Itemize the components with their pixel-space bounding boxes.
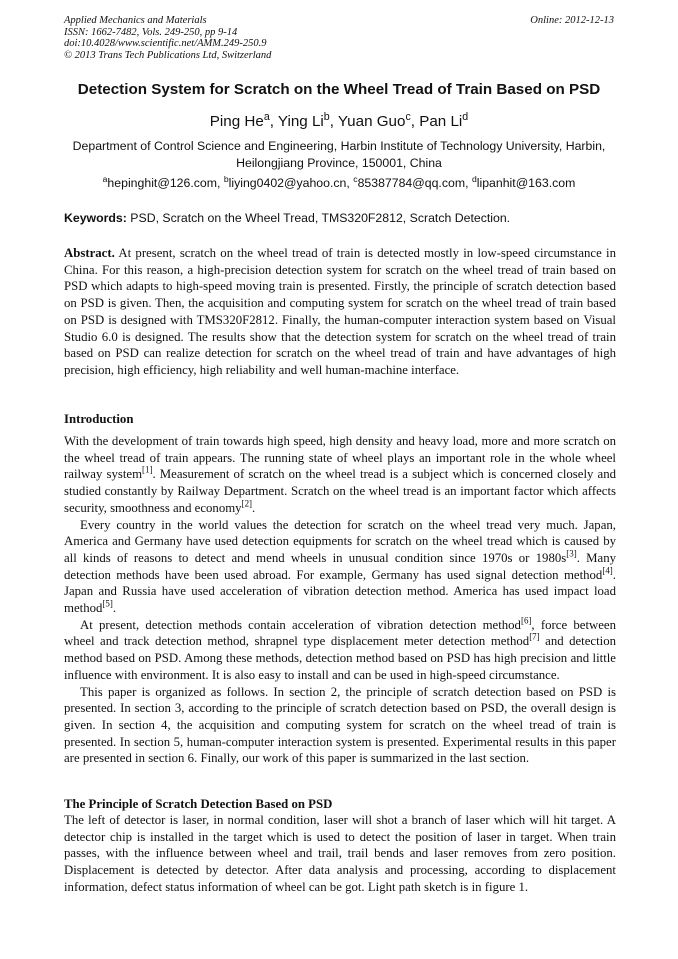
author-name: Ying Li (277, 113, 324, 130)
paragraph-text: Every country in the world values the detection for scratch on the wheel tread very much. Japan, America and Germany have used detection equipments for scratch on the wheel tread which is caused by all kinds of reasons to detect and mend wheels in unusual condition since 1970s or 1980s (64, 517, 616, 565)
citation: [7] (529, 632, 540, 643)
affiliation: Department of Control Science and Engineering, Harbin Institute of Technology University, Harbin, Heilongjiang Province, 150001, China (72, 139, 606, 170)
abstract-label: Abstract. (64, 246, 115, 260)
author-mark: b (323, 110, 330, 123)
email-address: lipanhit@163.com (476, 176, 576, 190)
email-address: liying0402@yahoo.cn (228, 176, 347, 190)
keywords-text: PSD, Scratch on the Wheel Tread, TMS320F2812, Scratch Detection. (130, 211, 511, 225)
paragraph-text: and detection method based on PSD. Among these methods, detection method based on PSD has high precision and little influence with environment. It is also easy to install and can be used in high-speed circumstance. (64, 634, 616, 682)
principle-section (64, 812, 616, 896)
paragraph (64, 517, 616, 617)
paragraph-text: , force between wheel and track detection method, shrapnel type displacement meter detection method (64, 617, 617, 649)
email-address: 85387784@qq.com (357, 176, 466, 190)
citation: [3] (566, 548, 577, 559)
paragraph-text: . Many detection methods have been used abroad. For example, Germany has used signal detection method (64, 550, 616, 582)
email-address: hepinghit@126.com (107, 176, 217, 190)
author-mark: c (405, 110, 411, 123)
author-name: Ping He (209, 113, 264, 130)
journal-name: Applied Mechanics and Materials (64, 15, 207, 26)
paragraph: The left of detector is laser, in normal condition, laser will shot a branch of laser which will hit target. A detector chip is installed in the target which is used to detect the position of laser in target. When train passes, with the influence between wheel and trail, trail bends and laser removes from zero position. Displacement is detected by detector. After data analysis and processing, according to displacement information, defect status information of wheel can be got. Light path sketch is in figure 1. (64, 813, 616, 894)
paragraph-text: With the development of train towards high speed, high density and heavy load, more and more scratch on the wheel tread of train appears. The running state of wheel plays an important role in the whole wheel railway system (64, 434, 616, 482)
principle-heading: The Principle of Scratch Detection Based on PSD (64, 797, 333, 811)
citation: [1] (142, 465, 153, 476)
keywords-label: Keywords: (64, 211, 127, 225)
paragraph (64, 433, 616, 517)
citation: [4] (602, 565, 613, 576)
paragraph-text: . Japan and Russia have used acceleration of vibration detection method. America has used impact load method (64, 567, 616, 616)
author-name: Yuan Guo (337, 113, 406, 130)
paragraph-text: . (112, 601, 117, 616)
online-date: Online: 2012-12-13 (530, 15, 614, 26)
doi-line: doi:10.4028/www.scientific.net/AMM.249-250.9 (64, 38, 267, 50)
issn-line: ISSN: 1662-7482, Vols. 249-250, pp 9-14 (64, 26, 238, 38)
introduction-heading: Introduction (64, 412, 134, 426)
email-mark: c (353, 173, 358, 184)
paragraph-text: . Measurement of scratch on the wheel tread is a subject which is concerned closely and studied constantly by Railway Department. Scratch on the wheel tread is an important factor which affects security, smoothness and economy (64, 467, 616, 515)
keywords (64, 210, 616, 226)
email-list: $^a$hepinghit@126.com, $^b$liying0402@yahoo.cn, $^c$85387784@qq.com, $^d$lipanhit@163.com (102, 173, 576, 190)
journal-header (64, 15, 616, 61)
copyright-line: © 2013 Trans Tech Publications Ltd, Switzerland (64, 49, 272, 61)
email-mark: b (223, 173, 229, 184)
email-mark: d (471, 173, 477, 184)
paper-title: Detection System for Scratch on the Wheel Tread of Train Based on PSD (77, 81, 601, 98)
citation: [5] (102, 598, 113, 609)
paragraph-text: . (252, 500, 256, 515)
abstract (64, 245, 616, 379)
citation: [2] (241, 498, 253, 509)
paragraph-text: At present, detection methods contain acceleration of vibration detection method (80, 617, 521, 632)
paragraph (64, 617, 616, 684)
paragraph: This paper is organized as follows. In section 2, the principle of scratch detection based on PSD is presented. In section 3, according to the principle of scratch detection based on PSD, the overall design is given. In section 4, the acquisition and computing system for scratch on the wheel tread of train is presented. In section 5, human-computer interaction system is presented. Experimental results in this paper are presented in section 6. Finally, our work of this paper is summarized in the last section. (64, 684, 616, 766)
email-mark: a (102, 173, 108, 184)
abstract-text: At present, scratch on the wheel tread of train is detected mostly in low-speed circumstance in China. For this reason, a high-precision detection system for scratch on the wheel tread of train based on PSD which adapts to high-speed moving train is presented. Firstly, the principle of scratch detection based on PSD is given. Then, the acquisition and computing system for scratch on the wheel tread of train based on PSD is designed with TMS320F2812. Finally, the human-computer interaction system based on Visual Studio 6.0 is designed. The results show that the detection system for scratch on the wheel tread of train based on PSD can realize detection for scratch on the wheel tread of train and have advantages of high precision, high efficiency, high reliability and well human-machine interface. (64, 246, 616, 377)
introduction-section (64, 433, 616, 767)
author-mark: a (263, 110, 270, 123)
citation: [6] (520, 615, 532, 626)
author-list: Ping He$^a$, Ying Li$^b$, Yuan Guo$^c$, Pan Li$^d$ (209, 110, 469, 130)
author-mark: d (462, 110, 469, 123)
author-name: Pan Li (419, 113, 463, 130)
